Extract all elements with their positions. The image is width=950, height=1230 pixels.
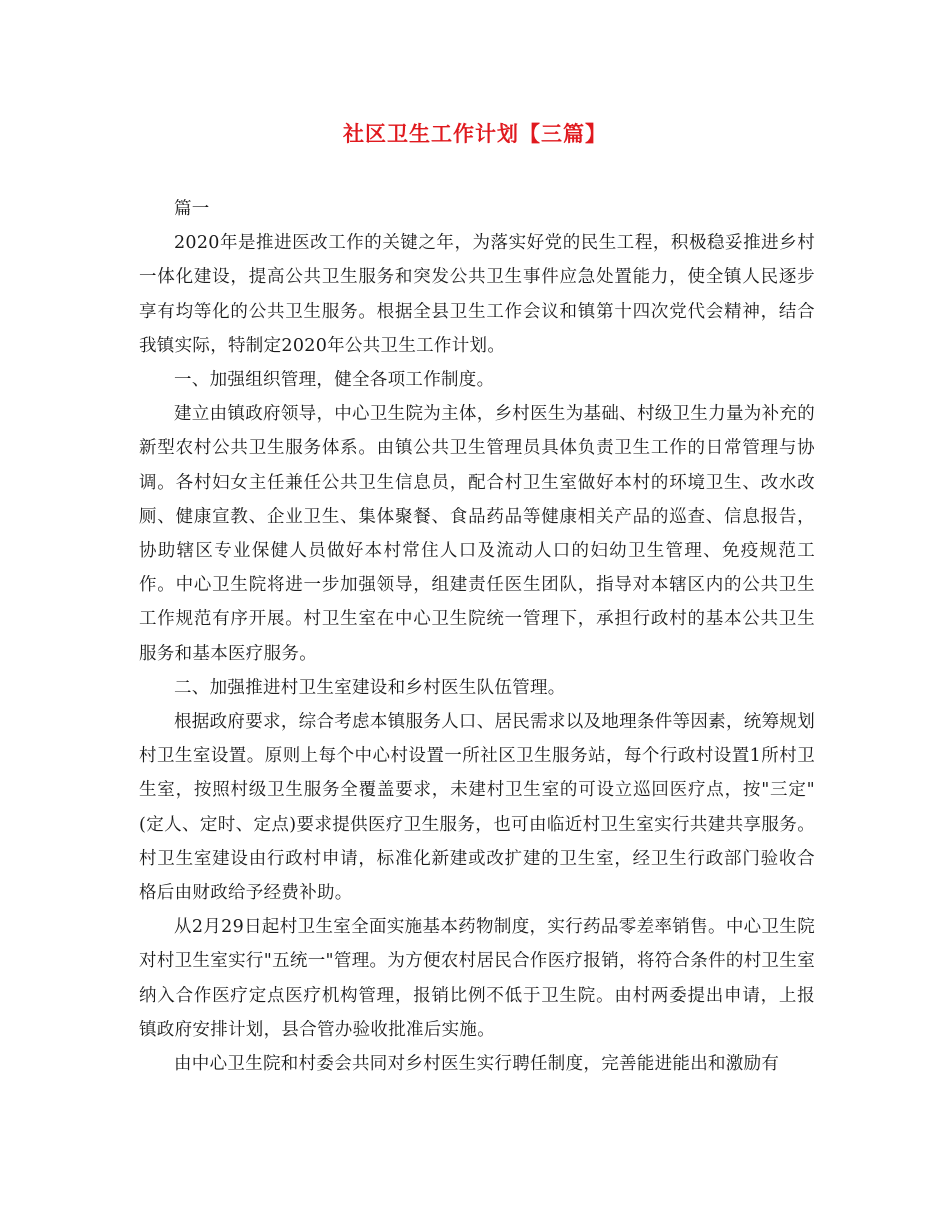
section-heading: 二、加强推进村卫生室建设和乡村医生队伍管理。	[174, 677, 566, 698]
body-paragraph: 2020年是推进医改工作的关键之年，为落实好党的民生工程，积极稳妥推进乡村一体化建设，提高公共卫生服务和突发公共卫生事件应急处置能力，使全镇人民逐步享有均等化的公共卫生服务。根据全县卫生工作会议和镇第十四次党代会精神，结合我镇实际，特制定2020年公共卫生工作计划。	[139, 233, 815, 356]
section-heading: 篇一	[174, 199, 210, 219]
document-title: 社区卫生工作计划【三篇】	[343, 121, 607, 146]
document-body	[139, 192, 815, 1081]
section-heading: 一、加强组织管理，健全各项工作制度。	[174, 370, 495, 391]
body-paragraph: 建立由镇政府领导，中心卫生院为主体，乡村医生为基础、村级卫生力量为补充的新型农村公共卫生服务体系。由镇公共卫生管理员具体负责卫生工作的日常管理与协调。各村妇女主任兼任公共卫生信息员，配合村卫生室做好本村的环境卫生、改水改厕、健康宣教、企业卫生、集体聚餐、食品药品等健康相关产品的巡查、信息报告，协助辖区专业保健人员做好本村常住人口及流动人口的妇幼卫生管理、免疫规范工作。中心卫生院将进一步加强领导，组建责任医生团队，指导对本辖区内的公共卫生工作规范有序开展。村卫生室在中心卫生院统一管理下，承担行政村的基本公共卫生服务和基本医疗服务。	[139, 404, 815, 664]
body-paragraph: 由中心卫生院和村委会共同对乡村医生实行聘任制度，完善能进能出和激励有	[174, 1054, 780, 1075]
body-paragraph: 从2月29日起村卫生室全面实施基本药物制度，实行药品零差率销售。中心卫生院对村卫生室实行"五统一"管理。为方便农村居民合作医疗报销，将符合条件的村卫生室纳入合作医疗定点医疗机构管理，报销比例不低于卫生院。由村两委提出申请，上报镇政府安排计划，县合管办验收批准后实施。	[139, 917, 815, 1040]
body-paragraph: 根据政府要求，综合考虑本镇服务人口、居民需求以及地理条件等因素，统筹规划村卫生室设置。原则上每个中心村设置一所社区卫生服务站，每个行政村设置1所村卫生室，按照村级卫生服务全覆盖要求，未建村卫生室的可设立巡回医疗点，按"三定"(定人、定时、定点)要求提供医疗卫生服务，也可由临近村卫生室实行共建共享服务。村卫生室建设由行政村申请，标准化新建或改扩建的卫生室，经卫生行政部门验收合格后由财政给予经费补助。	[139, 712, 815, 904]
